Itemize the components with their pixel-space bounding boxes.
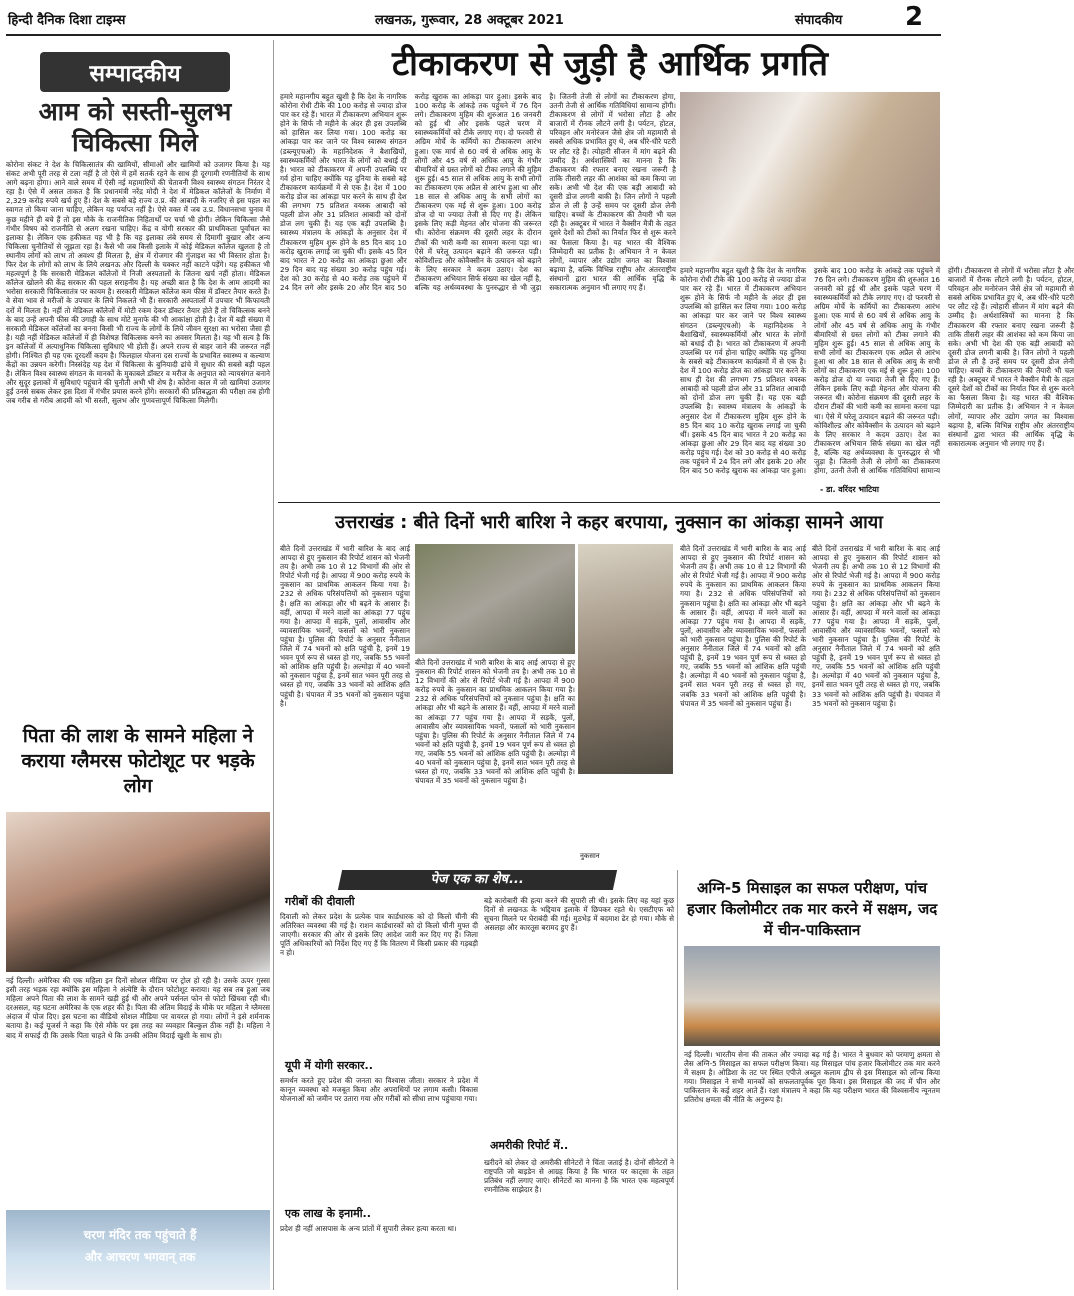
quote-ad-line-2: और आचरण भगवान् तक [84, 1250, 196, 1264]
uttarakhand-photo-2 [578, 544, 673, 774]
uttarakhand-photo-caption: नुकसान [580, 852, 600, 860]
uttarakhand-body-3: बीते दिनों उत्तराखंड में भारी बारिश के बाद आई आपदा से हुए नुकसान की रिपोर्ट शासन को भेजनी तय है। अभी तक 10 से 12 विभागों की ओर से रिपोर्ट भेजी गई है। आपदा में 900 करोड़ रुपये के नुकसान का प्राथमिक आकलन किया गया है। 232 से अधिक परिसंपत्तियों को नुकसान पहुंचा है। क्षति का आंकड़ा और भी बढ़ने के आसार हैं। वहीं, आपदा में मरने वालों का आंकड़ा 77 पहुंच गया है। आपदा में सड़कें, पुलों, आवासीय और व्यावसायिक भवनों, फसलों को भारी नुकसान पहुंचा है। पुलिस की रिपोर्ट के अनुसार नैनीताल जिले में 74 भवनों को क्षति पहुंची है, इनमें 19 भवन पूर्ण रूप से ध्वस्त हो गए, जबकि 55 भवनों को आंशिक क्षति पहुंची है। अल्मोड़ा में 40 भवनों को नुकसान पहुंचा है, इनमें सात भवन पूरी तरह से ध्वस्त हो गए, जबकि 33 भवनों को आंशिक क्षति पहुंची है। चंपावत में 35 भवनों को नुकसान पहुंचा है। [680, 544, 806, 708]
bottom-column-divider [677, 870, 678, 1290]
continued-body-3: प्रदेश ही नहीं आसपास के अन्य प्रांतों में सुपारी लेकर हत्या करता था। [280, 1224, 457, 1233]
masthead-rule [6, 34, 941, 36]
missile-body: नई दिल्ली। भारतीय सेना की ताकत और ज्यादा बढ़ गई है। भारत ने बुधवार को परमाणु क्षमता से लैस अग्नि-5 मिसाइल का सफल परीक्षण किया। यह मिसाइल पांच हजार किलोमीटर तक मार करने में सक्षम है। ओडिशा के तट पर स्थित एपीजे अब्दुल कलाम द्वीप से इस मिसाइल को लॉन्च किया गया। मिसाइल ने सभी मानकों को सफलतापूर्वक पूरा किया। इस मिसाइल की जद में चीन और पाकिस्तान के कई शहर आते हैं। रक्षा मंत्रालय ने कहा कि यह परीक्षण भारत की विश्वसनीय न्यूनतम प्रतिरोध क्षमता की नीति के अनुरूप है। [684, 1050, 940, 1105]
missile-headline: अग्नि-5 मिसाइल का सफल परीक्षण, पांच हजार किलोमीटर तक मार करने में सक्षम, जद में चीन-पाकिस्तान [686, 879, 938, 939]
uttarakhand-top-rule [278, 502, 940, 503]
section-name: संपादकीय [795, 13, 843, 28]
uttarakhand-headline: उत्तराखंड : बीते दिनों भारी बारिश ने कहर बरपाया, नुक्सान का आंकड़ा सामने आया [335, 512, 883, 533]
uttarakhand-body-1: बीते दिनों उत्तराखंड में भारी बारिश के बाद आई आपदा से हुए नुकसान की रिपोर्ट शासन को भेजनी तय है। अभी तक 10 से 12 विभागों की ओर से रिपोर्ट भेजी गई है। आपदा में 900 करोड़ रुपये के नुकसान का प्राथमिक आकलन किया गया है। 232 से अधिक परिसंपत्तियों को नुकसान पहुंचा है। क्षति का आंकड़ा और भी बढ़ने के आसार हैं। वहीं, आपदा में मरने वालों का आंकड़ा 77 पहुंच गया है। आपदा में सड़कें, पुलों, आवासीय और व्यावसायिक भवनों, फसलों को भारी नुकसान पहुंचा है। पुलिस की रिपोर्ट के अनुसार नैनीताल जिले में 74 भवनों को क्षति पहुंची है, इनमें 19 भवन पूर्ण रूप से ध्वस्त हो गए, जबकि 55 भवनों को आंशिक क्षति पहुंची है। अल्मोड़ा में 40 भवनों को नुकसान पहुंचा है, इनमें सात भवन पूरी तरह से ध्वस्त हो गए, जबकि 33 भवनों को आंशिक क्षति पहुंची है। चंपावत में 35 भवनों को नुकसान पहुंचा है। [280, 544, 410, 708]
continued-title-2: यूपी में योगी सरकार.. [285, 1059, 373, 1072]
dateline: लखनऊ, गुरूवार, 28 अक्टूबर 2021 [375, 13, 564, 28]
continued-title-3: एक लाख के इनामी.. [285, 1207, 371, 1220]
left-column-divider [273, 40, 274, 1290]
left-story-body: नई दिल्ली। अमेरिका की एक महिला इन दिनों सोशल मीडिया पर ट्रोल हो रही है। उसके ऊपर गुस्सा इसी तरह भड़क रहा क्योंकि इस महिला ने अंत्येष्टि के दौरान फोटोशूट कराया। यह सब तब हुआ जब महिला अपने पिता की लाश के सामने खड़ी हुई थी और अपने पर्सनल फोन से फोटो खिंचवा रही थी। दरअसल, यह घटना अमेरिका के एक शहर की है। पिता की अंतिम विदाई के मौके पर महिला ने ग्लैमरस अंदाज में पोज दिए। इस घटना का वीडियो सोशल मीडिया पर वायरल हो गया। लोगों ने इसे शर्मनाक बताया है। कई यूजर्स ने कहा कि ऐसे मौके पर इस तरह का व्यवहार बिल्कुल ठीक नहीं है। महिला ने बाद में सफाई दी कि उसके पिता चाहते थे कि उनकी अंतिम विदाई खुशी के साथ हो। [6, 976, 270, 1040]
editorial-body: कोरोना संकट ने देश के चिकित्सातंत्र की खामियों, सीमाओं और खामियों को उजागर किया है। यह संकट अभी पूरी तरह से टला नहीं है तो ऐसे में हमें सतर्क रहने के साथ ही दूरगामी रणनीतियों के साथ आगे बढ़ना होगा। आने वाले समय में ऐसी नई महामारियों की चेतावनी विश्व स्वास्थ्य संगठन निरंतर दे रहा है। ऐसे में असल ताकत है कि प्रधानमंत्री नरेंद्र मोदी ने देश में मेडिकल कॉलेजों के निर्माण में 2,329 करोड़ रुपये खर्च हुए हैं। देश के सबसे बड़े राज्य उ.प्र. की आबादी के नजरिए से इस पहल का स्वागत तो किया जाना चाहिए, लेकिन यह पर्याप्त नहीं है। ऐसे वक्त में जब उ.प्र. विधानसभा चुनाव में कुछ महीने ही बचे हैं तो इस मौके के राजनीतिक निहितार्थों पर चर्चा भी होगी। लेकिन चिकित्सा जैसे गंभीर विषय को राजनीति से अलग रखना चाहिए। केंद्र व योगी सरकार की प्राथमिकता पूर्वांचल का इलाका है। लेकिन एक हकीकत यह भी है कि यह इलाका लंबे समय से दिमागी बुखार और अन्य चिकित्सा चुनौतियों से जूझता रहा है। कैसे भी जब किसी इलाके में कोई मेडिकल कॉलेज खुलता है तो स्थानीय लोगों को लाभ तो अवश्य ही मिलता है, क्षेत्र में रोजगार की गुंजाइश का भी विस्तार होता है। फिर देश के लोगों को लाभ के लिये लखनऊ और दिल्ली के चक्कर नहीं काटने पड़ेंगे। यह हकीकत भी महत्वपूर्ण है कि सरकारी मेडिकल कॉलेजों में निजी अस्पतालों के जितना खर्च नहीं होता। मेडिकल कॉलेज खोलने की केंद्र सरकार की पहल सराहनीय है। यह अच्छी बात है कि देश के आम आदमी का भरोसा सरकारी चिकित्सातंत्र पर कायम है। सरकारी मेडिकल कॉलेज कम फीस में डॉक्टर तैयार करते हैं। वे सेवा भाव से मरीजों के उपचार के लिये निकलते भी हैं। सरकारी अस्पतालों में उपचार भी किफायती दरों में मिलता है। नहीं तो मेडिकल कॉलेजों में मोटी रकम देकर डॉक्टर तैयार होते हैं तो चिकित्सक बनने के बाद उन्हें अपनी फीस की उगाही के साथ मोटे मुनाफे की भी आकांक्षा होती है। देश में बड़ी संख्या में सरकारी मेडिकल कॉलेजों का बनना किसी भी राज्य के लोगों के लिये जीवन सुरक्षा का भरोसा जैसा ही है। यही नहीं मेडिकल कॉलेजों में ही विशेषज्ञ चिकित्सक बनने का अवसर मिलता है। यह भी सत्य है कि इन कॉलेजों में अत्याधुनिक चिकित्सा सुविधाएं भी होती हैं। अपने राज्य से बाहर जाने की जरूरत नहीं होगी। निश्चित ही यह एक दूरदर्शी कदम है। फिलहाल योजना दस राज्यों के प्रभावित स्वास्थ्य व कल्याण केंद्रों का उन्नयन करेगी। निस्संदेह यह देश में चिकित्सा के बुनियादी ढांचे में सुधार की सबसे बड़ी पहल है। लेकिन विश्व स्वास्थ्य संगठन के मानकों के मुकाबले डॉक्टर व मरीज के अनुपात को न्यायसंगत बनाने और सुदूर इलाकों में सुविधाएं पहुंचाने की चुनौती अभी भी शेष है। कोरोना काल में जो खामियां उजागर हुईं उनसे सबक लेकर इस दिशा में गंभीर प्रयास करने होंगे। सरकारों की प्रतिबद्धता की परीक्षा तब होगी जब गरीब से गरीब आदमी को भी सस्ती, सुलभ और गुणवत्तापूर्ण चिकित्सा मिलेगी। [6, 160, 270, 406]
main-story-continued: हमारे महानगीय बहुत खुशी है कि देश के नागरिक कोरोना रोधी टीके की 100 करोड़ से ज्यादा डोज पार कर रहे हैं। भारत में टीकाकरण अभियान शुरू होने के सिर्फ नौ महीने के अंदर ही इस उपलब्धि को हासिल कर लिया गया। 100 करोड़ का आंकड़ा पार कर जाने पर विश्व स्वास्थ्य संगठन (डब्ल्यूएचओ) के महानिदेशक ने बैशाखियों, स्वास्थ्यकर्मियों और भारत के लोगों को बधाई दी है। भारत को टीकाकरण में अपनी उपलब्धि पर गर्व होना चाहिए क्योंकि यह दुनिया के सबसे बड़े टीकाकरण कार्यक्रमों में से एक है। देश में 100 करोड़ डोज का आंकड़ा पार करने के साथ ही देश की लगभग 75 प्रतिशत वयस्क आबादी को पहली डोज और 31 प्रतिशत आबादी को दोनों डोज लग चुकी हैं। यह एक बड़ी उपलब्धि है। स्वास्थ्य मंत्रालय के आंकड़ों के अनुसार देश में टीकाकरण मुहिम शुरू होने के 85 दिन बाद 10 करोड़ खुराक लगाई जा चुकी थीं। इसके 45 दिन बाद भारत ने 20 करोड़ का आंकड़ा छुआ और 29 दिन बाद यह संख्या 30 करोड़ पहुंच गई। देश को 30 करोड़ से 40 करोड़ तक पहुंचने में 24 दिन लगे और इसके 20 और दिन बाद 50 करोड़ खुराक का आंकड़ा पार हुआ। इसके बाद 100 करोड़ के आंकड़े तक पहुंचने में 76 दिन लगे। टीकाकरण मुहिम की शुरुआत 16 जनवरी को हुई थी और इसके पहले चरण में स्वास्थ्यकर्मियों को टीके लगाए गए। दो फरवरी से अग्रिम मोर्चे के कर्मियों का टीकाकरण आरंभ हुआ। एक मार्च से 60 वर्ष से अधिक आयु के लोगों और 45 वर्ष से अधिक आयु के गंभीर बीमारियों से ग्रस्त लोगों को टीका लगाने की मुहिम शुरू हुई। 45 साल से अधिक आयु के सभी लोगों का टीकाकरण एक अप्रैल से आरंभ हुआ था और 18 साल से अधिक आयु के सभी लोगों का टीकाकरण एक मई से शुरू हुआ। 100 करोड़ डोज दो या ज्यादा तेजी से दिए गए हैं। लेकिन इसके लिए कड़ी मेहनत और योजना की जरूरत थी। कोरोना संक्रमण की दूसरी लहर के दौरान टीकों की भारी कमी का सामना करना पड़ा था। ऐसे में घरेलू उत्पादन बढ़ाने की जरूरत पड़ी। कोविशील्ड और कोवैक्सीन के उत्पादन को बढ़ाने के लिए सरकार ने कदम उठाए। देश का टीकाकरण अभियान सिर्फ संख्या का खेल नहीं है, बल्कि यह अर्थव्यवस्था के पुनरुद्धार से भी जुड़ा है। जितनी तेजी से लोगों का टीकाकरण होगा, उतनी तेजी से आर्थिक गतिविधियां सामान्य होंगी। टीकाकरण से लोगों में भरोसा लौटा है और बाजारों में रौनक लौटने लगी है। पर्यटन, होटल, परिवहन और मनोरंजन जैसे क्षेत्र जो महामारी से सबसे अधिक प्रभावित हुए थे, अब धीरे-धीरे पटरी पर लौट रहे हैं। त्योहारी सीजन में मांग बढ़ने की उम्मीद है। अर्थशास्त्रियों का मानना है कि टीकाकरण की रफ्तार बनाए रखना जरूरी है ताकि तीसरी लहर की आशंका को कम किया जा सके। अभी भी देश की एक बड़ी आबादी को दूसरी डोज लगनी बाकी है। जिन लोगों ने पहली डोज ले ली है उन्हें समय पर दूसरी डोज लेनी चाहिए। बच्चों के टीकाकरण की तैयारी भी चल रही है। अक्टूबर में भारत ने वैक्सीन मैत्री के तहत दूसरे देशों को टीकों का निर्यात फिर से शुरू करने का फैसला किया है। यह भारत की वैश्विक जिम्मेदारी का प्रतीक है। अभियान ने न केवल लोगों, व्यापार और उद्योग जगत का विश्वास बढ़ाया है, बल्कि विभिन्न राष्ट्रीय और अंतरराष्ट्रीय संस्थानों द्वारा भारत की आर्थिक वृद्धि के सकारात्मक अनुमान भी लगाए गए हैं। [680, 266, 1074, 476]
uttarakhand-body-4: बीते दिनों उत्तराखंड में भारी बारिश के बाद आई आपदा से हुए नुकसान की रिपोर्ट शासन को भेजनी तय है। अभी तक 10 से 12 विभागों की ओर से रिपोर्ट भेजी गई है। आपदा में 900 करोड़ रुपये के नुकसान का प्राथमिक आकलन किया गया है। 232 से अधिक परिसंपत्तियों को नुकसान पहुंचा है। क्षति का आंकड़ा और भी बढ़ने के आसार हैं। वहीं, आपदा में मरने वालों का आंकड़ा 77 पहुंच गया है। आपदा में सड़कें, पुलों, आवासीय और व्यावसायिक भवनों, फसलों को भारी नुकसान पहुंचा है। पुलिस की रिपोर्ट के अनुसार नैनीताल जिले में 74 भवनों को क्षति पहुंची है, इनमें 19 भवन पूर्ण रूप से ध्वस्त हो गए, जबकि 55 भवनों को आंशिक क्षति पहुंची है। अल्मोड़ा में 40 भवनों को नुकसान पहुंचा है, इनमें सात भवन पूरी तरह से ध्वस्त हो गए, जबकि 33 भवनों को आंशिक क्षति पहुंची है। चंपावत में 35 भवनों को नुकसान पहुंचा है। [812, 544, 940, 708]
editorial-banner-text: सम्पादकीय [89, 61, 181, 87]
missile-photo [684, 946, 940, 1046]
main-story-headline: टीकाकरण से जुड़ी है आर्थिक प्रगति [392, 44, 828, 84]
continued-title-4: अमरीकी रिपोर्ट में.. [490, 1139, 569, 1152]
left-story-photo [6, 812, 270, 972]
continued-body-4: बड़े कारोबारी की हत्या करने की सुपारी ली थी। इसके लिए वह यहां कुछ दिनों से लखनऊ के भद्दियाव इलाके में छिपकर रहते थे। एसटीएफ को सूचना मिलने पर घेराबंदी की गई। मुठभेड़ में बदमाश ढेर हो गया। मौके से असलहा और कारतूस बरामद हुए हैं। [484, 896, 674, 933]
continued-body-1: दिवाली को लेकर प्रदेश के प्रत्येक पात्र कार्डधारक को दो किलो चीनी की अतिरिक्त व्यवस्था की गई है। राशन कार्डधारकों को दो किलो चीनी मुफ्त दी जाएगी। सरकार की ओर से इसके लिए आदेश जारी कर दिए गए हैं। जिला पूर्ति अधिकारियों को निर्देश दिए गए हैं कि वितरण में किसी प्रकार की गड़बड़ी न हो। [280, 912, 478, 958]
vaccination-photo [680, 92, 940, 262]
page-one-continued-banner: पेज एक का शेष... [338, 870, 617, 890]
uttarakhand-body-2: बीते दिनों उत्तराखंड में भारी बारिश के बाद आई आपदा से हुए नुकसान की रिपोर्ट शासन को भेजनी तय है। अभी तक 10 से 12 विभागों की ओर से रिपोर्ट भेजी गई है। आपदा में 900 करोड़ रुपये के नुकसान का प्राथमिक आकलन किया गया है। 232 से अधिक परिसंपत्तियों को नुकसान पहुंचा है। क्षति का आंकड़ा और भी बढ़ने के आसार हैं। वहीं, आपदा में मरने वालों का आंकड़ा 77 पहुंच गया है। आपदा में सड़कें, पुलों, आवासीय और व्यावसायिक भवनों, फसलों को भारी नुकसान पहुंचा है। पुलिस की रिपोर्ट के अनुसार नैनीताल जिले में 74 भवनों को क्षति पहुंची है, इनमें 19 भवन पूर्ण रूप से ध्वस्त हो गए, जबकि 55 भवनों को आंशिक क्षति पहुंची है। अल्मोड़ा में 40 भवनों को नुकसान पहुंचा है, इनमें सात भवन पूरी तरह से ध्वस्त हो गए, जबकि 33 भवनों को आंशिक क्षति पहुंची है। चंपावत में 35 भवनों को नुकसान पहुंचा है। [415, 658, 575, 786]
main-story-author: - डा. वरिंदर भाटिया [820, 485, 879, 494]
uttarakhand-photo-1 [415, 544, 575, 654]
editorial-headline: आम को सस्ती-सुलभ चिकित्सा मिले [38, 97, 232, 157]
main-story-body: हमारे महानगीय बहुत खुशी है कि देश के नागरिक कोरोना रोधी टीके की 100 करोड़ से ज्यादा डोज पार कर रहे हैं। भारत में टीकाकरण अभियान शुरू होने के सिर्फ नौ महीने के अंदर ही इस उपलब्धि को हासिल कर लिया गया। 100 करोड़ का आंकड़ा पार कर जाने पर विश्व स्वास्थ्य संगठन (डब्ल्यूएचओ) के महानिदेशक ने बैशाखियों, स्वास्थ्यकर्मियों और भारत के लोगों को बधाई दी है। भारत को टीकाकरण में अपनी उपलब्धि पर गर्व होना चाहिए क्योंकि यह दुनिया के सबसे बड़े टीकाकरण कार्यक्रमों में से एक है। देश में 100 करोड़ डोज का आंकड़ा पार करने के साथ ही देश की लगभग 75 प्रतिशत वयस्क आबादी को पहली डोज और 31 प्रतिशत आबादी को दोनों डोज लग चुकी हैं। यह एक बड़ी उपलब्धि है। स्वास्थ्य मंत्रालय के आंकड़ों के अनुसार देश में टीकाकरण मुहिम शुरू होने के 85 दिन बाद 10 करोड़ खुराक लगाई जा चुकी थीं। इसके 45 दिन बाद भारत ने 20 करोड़ का आंकड़ा छुआ और 29 दिन बाद यह संख्या 30 करोड़ पहुंच गई। देश को 30 करोड़ से 40 करोड़ तक पहुंचने में 24 दिन लगे और इसके 20 और दिन बाद 50 करोड़ खुराक का आंकड़ा पार हुआ। इसके बाद 100 करोड़ के आंकड़े तक पहुंचने में 76 दिन लगे। टीकाकरण मुहिम की शुरुआत 16 जनवरी को हुई थी और इसके पहले चरण में स्वास्थ्यकर्मियों को टीके लगाए गए। दो फरवरी से अग्रिम मोर्चे के कर्मियों का टीकाकरण आरंभ हुआ। एक मार्च से 60 वर्ष से अधिक आयु के लोगों और 45 वर्ष से अधिक आयु के गंभीर बीमारियों से ग्रस्त लोगों को टीका लगाने की मुहिम शुरू हुई। 45 साल से अधिक आयु के सभी लोगों का टीकाकरण एक अप्रैल से आरंभ हुआ था और 18 साल से अधिक आयु के सभी लोगों का टीकाकरण एक मई से शुरू हुआ। 100 करोड़ डोज दो या ज्यादा तेजी से दिए गए हैं। लेकिन इसके लिए कड़ी मेहनत और योजना की जरूरत थी। कोरोना संक्रमण की दूसरी लहर के दौरान टीकों की भारी कमी का सामना करना पड़ा था। ऐसे में घरेलू उत्पादन बढ़ाने की जरूरत पड़ी। कोविशील्ड और कोवैक्सीन के उत्पादन को बढ़ाने के लिए सरकार ने कदम उठाए। देश का टीकाकरण अभियान सिर्फ संख्या का खेल नहीं है, बल्कि यह अर्थव्यवस्था के पुनरुद्धार से भी जुड़ा है। जितनी तेजी से लोगों का टीकाकरण होगा, उतनी तेजी से आर्थिक गतिविधियां सामान्य होंगी। टीकाकरण से लोगों में भरोसा लौटा है और बाजारों में रौनक लौटने लगी है। पर्यटन, होटल, परिवहन और मनोरंजन जैसे क्षेत्र जो महामारी से सबसे अधिक प्रभावित हुए थे, अब धीरे-धीरे पटरी पर लौट रहे हैं। त्योहारी सीजन में मांग बढ़ने की उम्मीद है। अर्थशास्त्रियों का मानना है कि टीकाकरण की रफ्तार बनाए रखना जरूरी है ताकि तीसरी लहर की आशंका को कम किया जा सके। अभी भी देश की एक बड़ी आबादी को दूसरी डोज लगनी बाकी है। जिन लोगों ने पहली डोज ले ली है उन्हें समय पर दूसरी डोज लेनी चाहिए। बच्चों के टीकाकरण की तैयारी भी चल रही है। अक्टूबर में भारत ने वैक्सीन मैत्री के तहत दूसरे देशों को टीकों का निर्यात फिर से शुरू करने का फैसला किया है। यह भारत की वैश्विक जिम्मेदारी का प्रतीक है। अभियान ने न केवल लोगों, व्यापार और उद्योग जगत का विश्वास बढ़ाया है, बल्कि विभिन्न राष्ट्रीय और अंतरराष्ट्रीय संस्थानों द्वारा भारत की आर्थिक वृद्धि के सकारात्मक अनुमान भी लगाए गए हैं। [280, 92, 676, 292]
continued-title-1: गरीबों की दीवाली [285, 895, 355, 908]
paper-name: हिन्दी दैनिक दिशा टाइम्स [8, 13, 126, 28]
quote-ad-line-1: चरण मंदिर तक पहुंचाते हैं [83, 1228, 197, 1242]
left-story-headline: पिता की लाश के सामने महिला ने कराया ग्लैमरस फोटोशूट पर भड़के लोग [21, 725, 255, 797]
page-number: 2 [905, 2, 924, 32]
continued-body-5: खरीदने को लेकर दो अमरीकी सीनेटरों ने चिंता जताई है। दोनों सीनेटरों ने राष्ट्रपति जो बाइडेन से आग्रह किया है कि भारत पर काट्सा के तहत प्रतिबंध नहीं लगाए जाएं। सीनेटरों का मानना है कि भारत एक महत्वपूर्ण रणनीतिक साझेदार है। [484, 1158, 674, 1195]
continued-body-2: समर्थन करते हुए प्रदेश की जनता का विश्वास जीता। सरकार ने प्रदेश में कानून व्यवस्था को मजबूत किया और अपराधियों पर लगाम कसी। विकास योजनाओं को जमीन पर उतारा गया और गरीबों को सीधा लाभ पहुंचाया गया। [280, 1076, 478, 1104]
